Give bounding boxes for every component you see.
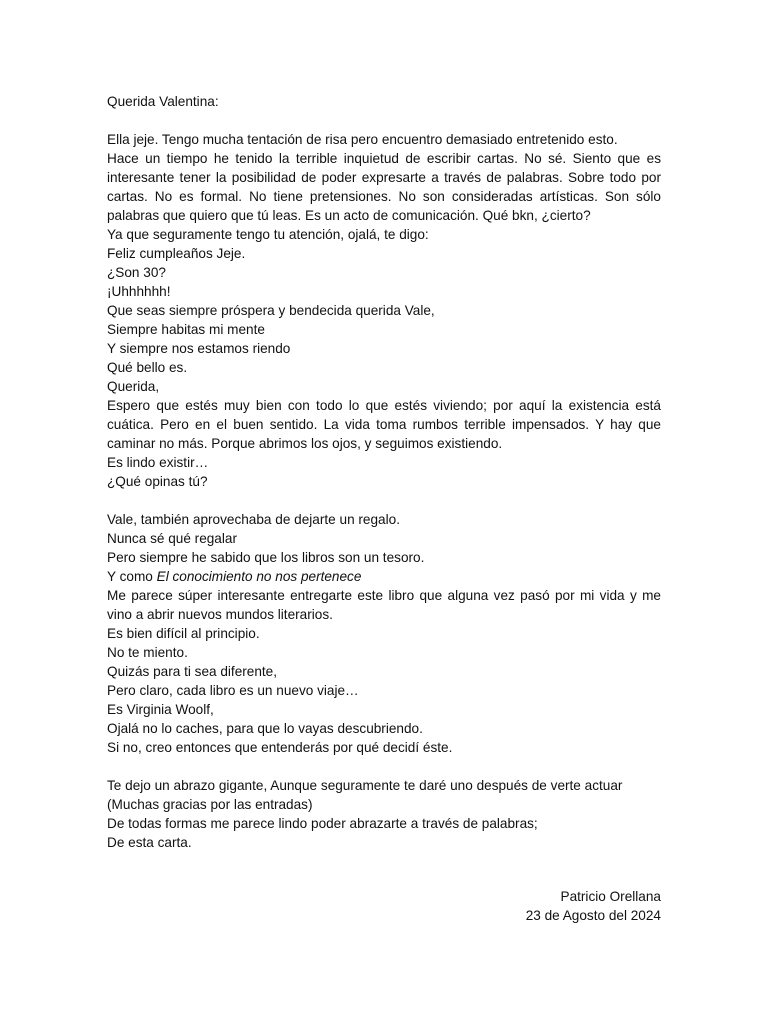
line-ycomo (107, 567, 661, 586)
line-uhh: ¡Uhhhhhh! (107, 284, 171, 299)
book-title: El conocimiento no nos pertenece (156, 569, 362, 584)
line-viaje: Pero claro, cada libro es un nuevo viaje… (107, 683, 359, 698)
letter-body (107, 92, 661, 852)
line-miento: No te miento. (107, 645, 188, 660)
line-ycomo-prefix: Y como (107, 569, 157, 584)
line-formas: De todas formas me parece lindo poder abrazarte a través de palabras; (107, 816, 538, 831)
paragraph-abrazo: Te dejo un abrazo gigante, Aunque seguramente te daré uno después de verte actuar (107, 778, 623, 793)
paragraph-existencia: Espero que estés muy bien con todo lo que estés viviendo; por aquí la existencia está cuática. Pero en el buen sentido. La vida toma rumbos terrible impensados. Y hay que caminar no más. Porque abrimos los ojos, y seguimos existiendo. (107, 398, 661, 451)
line-nunca: Nunca sé qué regalar (107, 531, 237, 546)
line-birthday: Feliz cumpleaños Jeje. (107, 246, 246, 261)
line-bello: Qué bello es. (107, 360, 188, 375)
signature-block (526, 887, 661, 925)
line-regalo: Vale, también aprovechaba de dejarte un regalo. (107, 512, 400, 527)
line-carta: De esta carta. (107, 835, 192, 850)
line-diferente: Quizás para ti sea diferente, (107, 664, 278, 679)
line-querida: Querida, (107, 379, 160, 394)
line-opinas: ¿Qué opinas tú? (107, 474, 208, 489)
line-libros: Pero siempre he sabido que los libros son un tesoro. (107, 550, 425, 565)
paragraph-gap (107, 491, 661, 510)
intro-line: Ella jeje. Tengo mucha tentación de risa pero encuentro demasiado entretenido esto. (107, 132, 618, 147)
line-lindo: Es lindo existir… (107, 455, 209, 470)
line-attention: Ya que seguramente tengo tu atención, ojalá, te digo: (107, 227, 429, 242)
line-mente: Siempre habitas mi mente (107, 322, 265, 337)
paragraph-gap (107, 757, 661, 776)
line-woolf: Es Virginia Woolf, (107, 702, 214, 717)
line-dificil: Es bien difícil al principio. (107, 626, 260, 641)
line-decidi: Si no, creo entonces que entenderás por qué decidí éste. (107, 740, 453, 755)
paragraph-gap (107, 111, 661, 130)
salutation: Querida Valentina: (107, 94, 219, 109)
line-riendo: Y siempre nos estamos riendo (107, 341, 291, 356)
signature-date: 23 de Agosto del 2024 (525, 908, 661, 923)
line-30: ¿Son 30? (107, 265, 166, 280)
paragraph-libro: Me parece súper interesante entregarte este libro que alguna vez pasó por mi vida y me vino a abrir nuevos mundos literarios. (107, 588, 661, 622)
line-caches: Ojalá no lo caches, para que lo vayas descubriendo. (107, 721, 423, 736)
signature-name: Patricio Orellana (560, 889, 661, 904)
line-prospera: Que seas siempre próspera y bendecida querida Vale, (107, 303, 435, 318)
paragraph-cartas: Hace un tiempo he tenido la terrible inquietud de escribir cartas. No sé. Siento que es interesante tener la posibilidad de poder expresarte a través de palabras. Sobre todo por cartas. No es formal. No tiene pretensiones. No son consideradas artísticas. Son sólo palabras que quiero que tú leas. Es un acto de comunicación. Qué bkn, ¿cierto? (107, 151, 661, 223)
line-gracias: (Muchas gracias por las entradas) (107, 797, 313, 812)
